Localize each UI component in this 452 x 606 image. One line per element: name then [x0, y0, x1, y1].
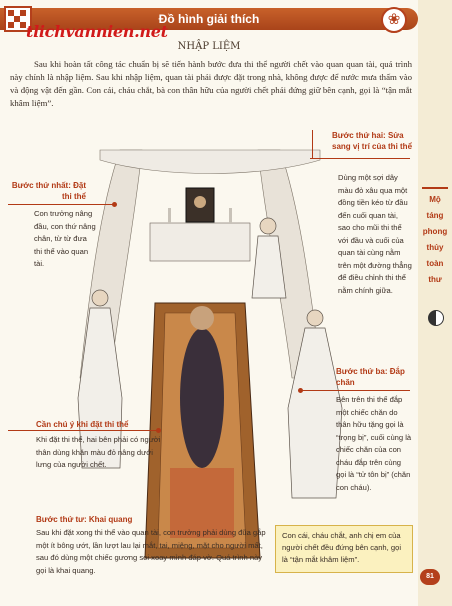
altar-table [150, 223, 250, 261]
note-dot [156, 428, 161, 433]
intro-text [10, 58, 412, 110]
sidebar [418, 0, 452, 606]
note-title: Cần chú ý khi đặt thi thể [36, 420, 129, 429]
step3-title: Bước thứ ba: Đắp chăn [336, 367, 405, 387]
header-title: Đồ hình giải thích [158, 12, 260, 26]
candle-left [168, 208, 171, 223]
step2-line [312, 130, 313, 158]
sidebar-line: phong [422, 227, 448, 236]
corpse-head [190, 306, 214, 330]
step1-dot [112, 202, 117, 207]
sidebar-text [418, 192, 452, 288]
step3-line [300, 390, 410, 391]
step1-line [8, 204, 114, 205]
sidebar-line: Mộ [429, 195, 441, 204]
step4-title: Bước thứ tư: Khai quang [36, 515, 133, 524]
section-title: NHẬP LIỆM [177, 41, 241, 52]
intro-paragraph: Sau khi hoàn tất công tác chuẩn bị sẽ tiến hành bước đưa thi thể người chết vào quan quan tài, quá trình này chính là nhập liệm. Sau khi nhập liệm, quan tài phải được đặt trong nhà, không được để nước mưa thấm vào và động vật đến gần. Con cái, cháu chắt, bà con thân hữu của người chết phải đứng giữ bên cạnh, gọi là “tận mắt khâm liệm”. [10, 59, 412, 108]
portrait-face [194, 196, 206, 208]
sidebar-line: thư [428, 275, 442, 284]
sidebar-line: toàn [426, 259, 444, 268]
step2-body: Dùng một sợi dây màu đỏ xâu qua một đồng tiền kéo từ đầu đến cuối quan tài, sao cho mũi thi thể với đầu và cuối của quan tài cùng nằm trên một đường thẳng để điều chỉnh thi thể nằm chính giữa. [338, 173, 412, 295]
note-line [8, 430, 158, 431]
step1-body: Con trưởng nâng đầu, con thứ nâng chân, từ từ đưa thi thể vào quan tài. [34, 209, 96, 268]
page-number: 81 [420, 569, 440, 585]
step2-line-h [310, 158, 410, 159]
sidebar-line: thủy [426, 243, 444, 252]
step2-title: Bước thứ hai: Sửa sang vị trí của thi thể [332, 131, 413, 151]
swirl-icon: ❀ [381, 7, 407, 33]
watermark: tlichvannien.net [26, 22, 168, 41]
step3-dot [298, 388, 303, 393]
callout-box: Con cái, cháu chắt, anh chị em của người chết đều đứng bên cạnh, gọi là “tận mắt khâm liệm”. [275, 525, 413, 573]
yin-yang-icon [428, 310, 444, 326]
candle-right [229, 208, 232, 223]
step1-title: Bước thứ nhất: Đặt thi thể [11, 181, 86, 201]
step4-body: Sau khi đặt xong thi thể vào quan tài, con trưởng phải dùng đũa gắp một ít bông ướt, lần lượt lau lại mắt, tai, miệng, mặt cho người mất, sau đó dùng một chiếc gương soi xoay mình đáp vờ. Quá trình này gọi là khai quang. [36, 528, 266, 575]
ritual-illustration [60, 148, 360, 568]
corpse-body [180, 328, 224, 468]
sidebar-line: táng [426, 211, 444, 220]
step3-body: Bên trên thi thể đắp một chiếc chăn do thân hữu tặng gọi là “trọng bị”, cuối cùng là chiếc chăn của con cháu đắp trên cùng gọi là “tử tôn bị” (chăn con cháu). [336, 395, 412, 492]
note-body: Khi đặt thi thể, hai bên phải có người thân dùng khăn màu đỏ nâng dưới lưng của người chết. [36, 435, 161, 469]
